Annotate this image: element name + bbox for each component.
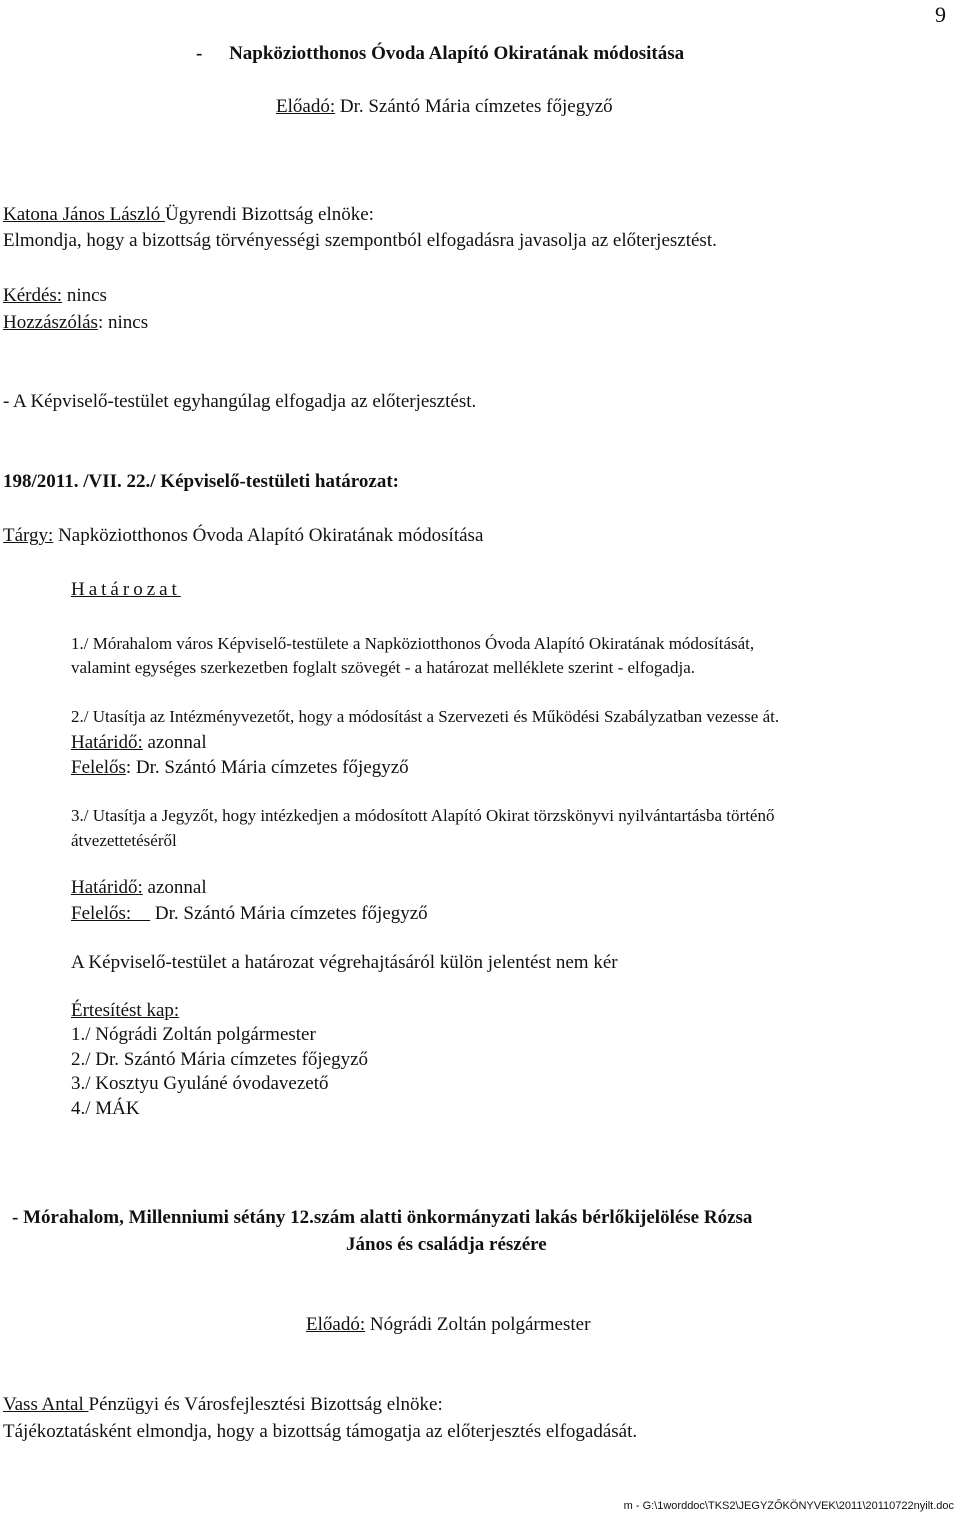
section2-committee-role: Pénzügyi és Városfejlesztési Bizottság elnöke: — [88, 1394, 443, 1415]
question-value: nincs — [62, 285, 107, 306]
point2: 2./ Utasítja az Intézményvezetőt, hogy a módosítást a Szervezeti és Működési Szabályzatban vezesse át. — [71, 707, 780, 726]
deadline-label: Határidő: — [71, 732, 143, 753]
title-text: Napköziotthonos Óvoda Alapító Okiratának módositása — [229, 43, 685, 64]
notify-item: 3./ Kosztyu Gyuláné óvodavezető — [71, 1073, 329, 1094]
comment-label: Hozzászólás — [3, 312, 98, 333]
comment-value: : nincs — [97, 312, 149, 333]
file-path-footer: m - G:\1worddoc\TKS2\JEGYZŐKÖNYVEK\2011\20110722nyilt.doc — [623, 1500, 954, 1512]
section2-committee-line — [3, 1393, 443, 1417]
point1-line2: valamint egységes szerkezetben foglalt szövegét - a határozat melléklete szerint - elfogadja. — [71, 658, 695, 677]
subject-label: Tárgy: — [3, 525, 54, 546]
notify-item: 4./ MÁK — [71, 1098, 140, 1119]
deadline-line — [71, 731, 207, 755]
responsible-label: Felelős — [71, 757, 126, 778]
resolution-title: 198/2011. /VII. 22./ Képviselő-testületi határozat: — [3, 471, 399, 492]
decision-heading: Határozat — [71, 579, 181, 600]
notify-item: 1./ Nógrádi Zoltán polgármester — [71, 1024, 316, 1045]
responsible-value: : Dr. Szántó Mária címzetes főjegyző — [125, 757, 409, 778]
deadline2-line — [71, 876, 207, 900]
section2-title-line2: János és családja részére — [346, 1234, 547, 1255]
title-prefix: - — [196, 43, 203, 64]
section2-title-line1: - Mórahalom, Millenniumi sétány 12.szám alatti önkormányzati lakás bérlőkijelölése Rózsa — [12, 1207, 753, 1228]
committee-role: Ügyrendi Bizottság elnöke: — [164, 204, 374, 225]
committee-chair-name: Katona János László — [3, 204, 165, 225]
page-number: 9 — [935, 2, 946, 27]
section2-committee-chair-name: Vass Antal — [3, 1394, 89, 1415]
responsible2-line — [71, 902, 428, 926]
notify-item: 2./ Dr. Szántó Mária címzetes főjegyző — [71, 1049, 369, 1070]
presenter-name: Dr. Szántó Mária címzetes főjegyző — [335, 96, 613, 117]
deadline2-value: azonnal — [142, 877, 207, 898]
point1-line1: 1./ Mórahalom város Képviselő-testülete a Napköziotthonos Óvoda Alapító Okiratának módosítását, — [71, 634, 755, 653]
section2-committee-statement: Tájékoztatásként elmondja, hogy a bizottság támogatja az előterjesztés elfogadását. — [3, 1421, 638, 1442]
comment-line — [3, 311, 148, 335]
point3-line1: 3./ Utasítja a Jegyzőt, hogy intézkedjen a módosított Alapító Okirat törzskönyvi nyilvántartásba történő — [71, 806, 775, 825]
question-label: Kérdés: — [3, 285, 63, 306]
responsible2-label: Felelős: — [71, 903, 151, 924]
committee-line — [3, 203, 374, 227]
responsible2-value: Dr. Szántó Mária címzetes főjegyző — [150, 903, 428, 924]
deadline-value: azonnal — [142, 732, 207, 753]
committee-statement: Elmondja, hogy a bizottság törvényességi szempontból elfogadásra javasolja az előterjesztést. — [3, 230, 717, 251]
vote-result: - A Képviselő-testület egyhangúlag elfogadja az előterjesztést. — [3, 391, 477, 412]
deadline2-label: Határidő: — [71, 877, 143, 898]
presenter-label: Előadó: — [276, 96, 336, 117]
report-request: A Képviselő-testület a határozat végrehajtásáról külön jelentést nem kér — [71, 952, 618, 973]
presenter-line — [276, 95, 613, 119]
section1-title — [196, 42, 684, 66]
responsible-line — [71, 756, 409, 780]
question-line — [3, 284, 107, 308]
notify-label: Értesítést kap: — [71, 1000, 180, 1021]
subject-line — [3, 524, 483, 548]
section2-presenter-name: Nógrádi Zoltán polgármester — [365, 1314, 591, 1335]
point3-line2: átvezettetéséről — [71, 831, 177, 850]
section2-presenter-label: Előadó: — [306, 1314, 366, 1335]
section2-presenter-line — [306, 1313, 590, 1337]
subject-value: Napköziotthonos Óvoda Alapító Okiratának módosítása — [53, 525, 484, 546]
